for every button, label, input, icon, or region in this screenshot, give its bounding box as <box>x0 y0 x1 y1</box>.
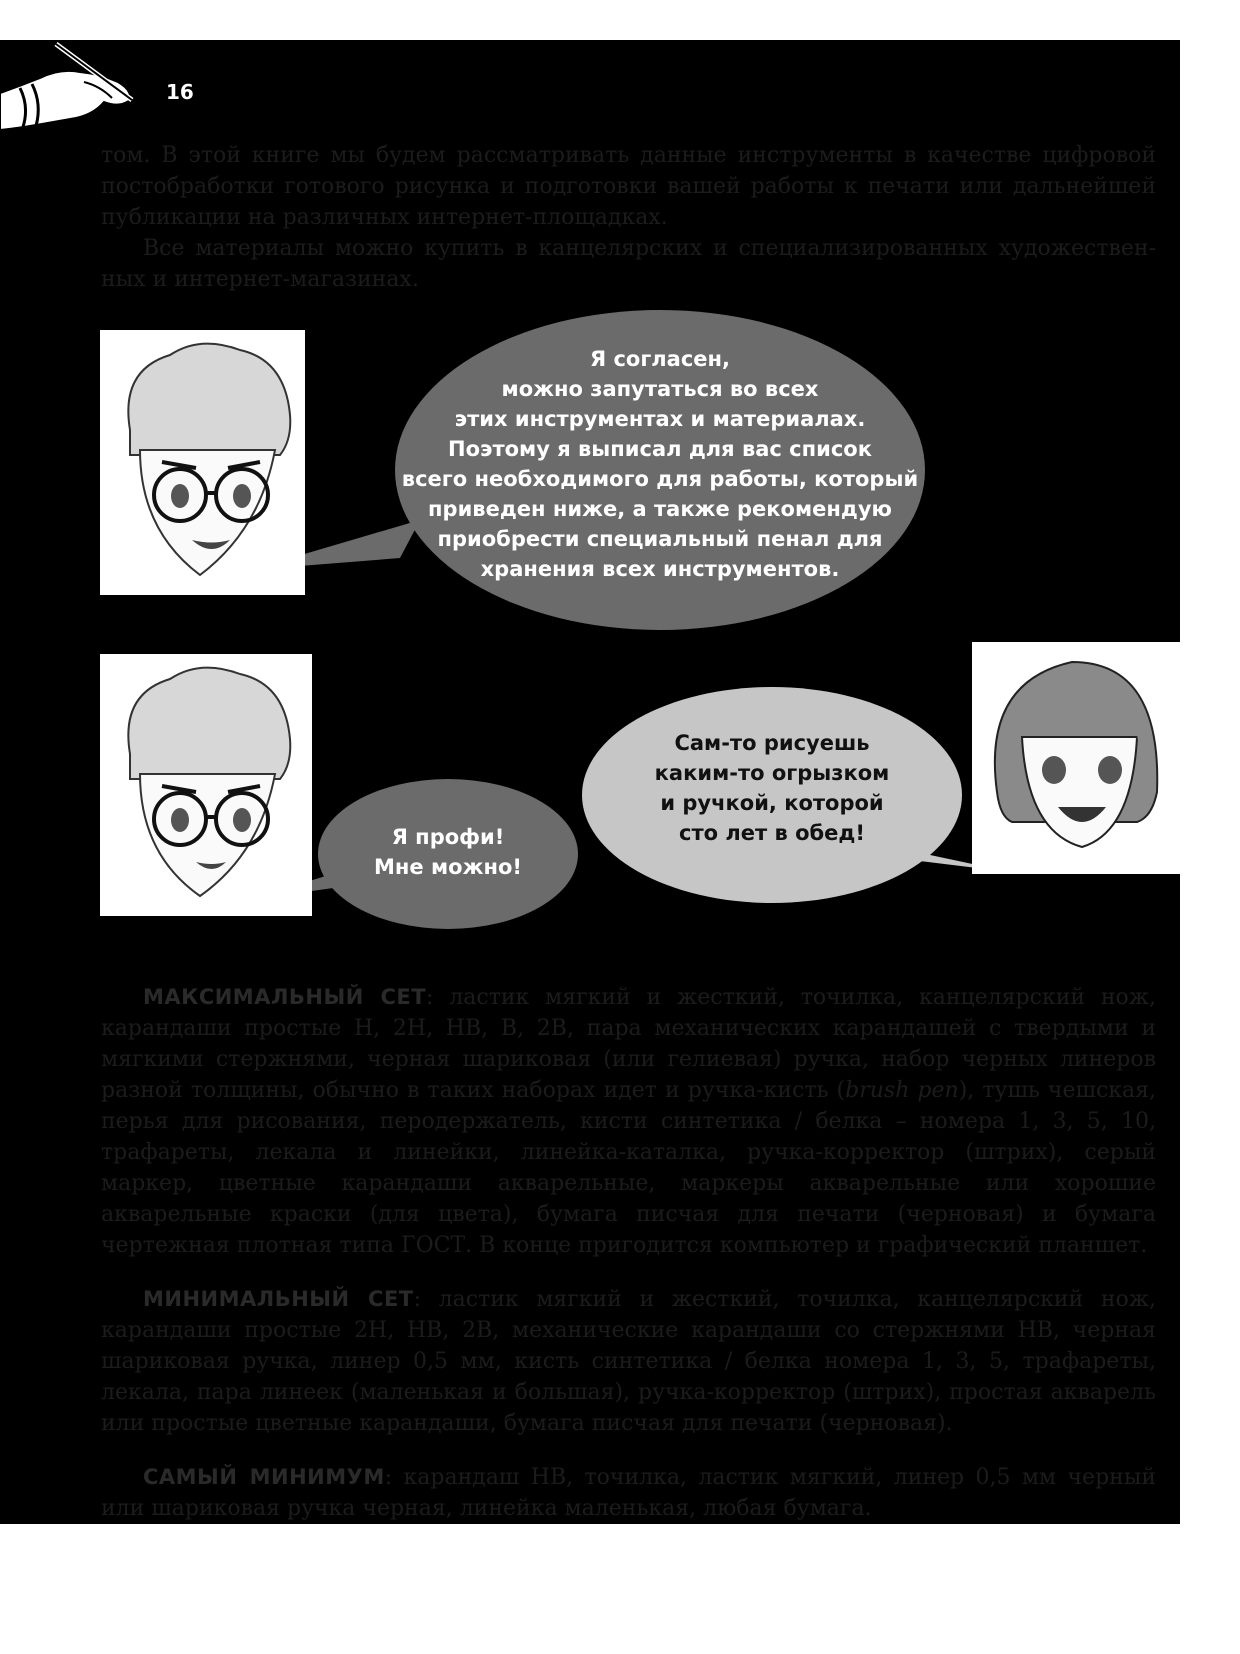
intro-paragraph-2-text: Все материалы можно купить в канцелярских и специализированных художественных и интернет-магазинах. <box>101 236 1156 292</box>
bubble-1-line: приведен ниже, а также рекомендую <box>428 497 892 521</box>
boy-face-illustration <box>100 654 312 916</box>
girl-portrait <box>972 642 1180 874</box>
bubble-2-line: Я профи! <box>391 825 505 849</box>
bubble-1-line: приобрести специальный пенал для <box>437 527 883 551</box>
minimum-set-title: САМЫЙ МИНИМУМ <box>143 1465 385 1489</box>
max-set-title: МАКСИМАЛЬНЫЙ СЕТ <box>143 985 427 1009</box>
min-set-title: МИНИМАЛЬНЫЙ СЕТ <box>143 1287 414 1311</box>
bubble-2-line: Мне можно! <box>374 855 522 879</box>
bubble-2-text <box>318 822 578 882</box>
min-set-paragraph <box>101 1284 1156 1439</box>
intro-paragraph-1: том. В этой книге мы будем рассматривать данные инструменты в качестве цифровой постобработки готового рисунка и подготовки вашей работы к печати или дальнейшей публикации на различных интернет-площадках. <box>101 143 1156 230</box>
bubble-1-line: можно запутаться во всех <box>501 377 819 401</box>
max-set-text-2: ), тушь чешская, перья для рисования, перодержатель, кисти синтетика / белка – номера 1, 3, 5, 10, трафареты, лекала и линейки, линейка-каталка, ручка-корректор (штрих), серый маркер, цветные карандаши акварельные, маркеры акварельные или хорошие акварельные краски (для цвета), бумага писчая для печати (черновая) и бумага чертежная плотная типа ГОСТ. В конце пригодится компьютер и графический планшет. <box>101 1078 1157 1258</box>
bubble-3-line: каким-то огрызком <box>654 761 890 785</box>
bubble-1-text <box>395 344 925 584</box>
girl-face-illustration <box>972 642 1180 874</box>
minimum-set-paragraph <box>101 1462 1156 1524</box>
bubble-3-line: Сам-то рисуешь <box>674 731 870 755</box>
boy-face-illustration <box>100 330 305 595</box>
bubble-1-line: Я согласен, <box>589 347 731 371</box>
bubble-1-line: хранения всех инструментов. <box>480 557 840 581</box>
page-number: 16 <box>166 80 194 104</box>
bubble-1-line: этих инструментах и материалах. <box>454 407 866 431</box>
min-set-text: : ластик мягкий и жесткий, точилка, канцелярский нож, карандаши простые 2Н, НВ, 2В, механические карандаши со стержнями НВ, черная шариковая ручка, линер 0,5 мм, кисть синтетика / белка номера 1, 3, 5, трафареты, лекала, пара линеек (маленькая и большая), ручка-корректор (штрих), простая акварель или простые цветные карандаши, бумага писчая для печати (черновая). <box>101 1287 1156 1436</box>
bubble-1-line: всего необходимого для работы, который <box>401 467 919 491</box>
bubble-3-line: сто лет в обед! <box>679 821 865 845</box>
bubble-1-line: Поэтому я выписал для вас список <box>448 437 872 461</box>
minimum-set-text: : карандаш НВ, точилка, ластик мягкий, линер 0,5 мм черный или шариковая ручка черная, линейка маленькая, любая бумага. <box>101 1465 1156 1521</box>
boy-portrait-2 <box>100 654 312 916</box>
boy-portrait-1 <box>100 330 305 595</box>
bubble-3-line: и ручкой, которой <box>660 791 884 815</box>
max-set-paragraph <box>101 982 1156 1261</box>
bubble-3-text <box>582 728 962 848</box>
max-set-italic: brush pen <box>845 1078 959 1103</box>
max-set-text: : ластик мягкий и жесткий, точилка, канцелярский нож, карандаши простые Н, 2Н, НВ, В, 2В, пара механических карандашей с твердыми и мягкими стержнями, черная шариковая (или гелиевая) ручка, набор черных линеров разной толщины, обычно в таких наборах идет и ручка-кисть ( <box>101 985 1156 1103</box>
